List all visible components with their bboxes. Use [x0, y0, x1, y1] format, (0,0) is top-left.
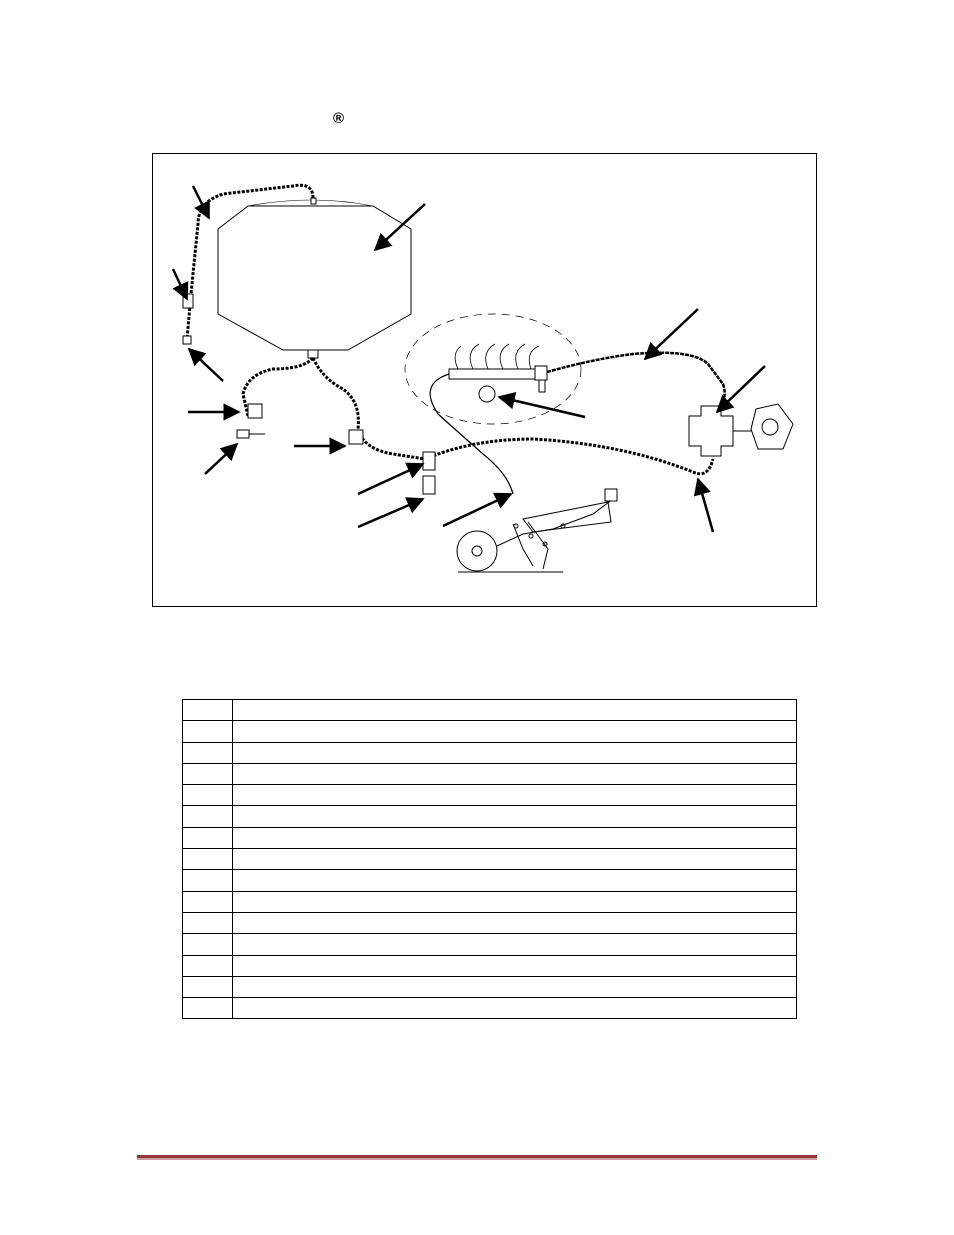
- part-number-cell: [183, 891, 233, 912]
- part-description-cell: [233, 721, 797, 742]
- part-number-cell: [183, 955, 233, 976]
- part-description-cell: [233, 806, 797, 827]
- table-row: [183, 870, 797, 891]
- part-number-cell: [183, 976, 233, 997]
- pump-assembly: [689, 404, 793, 456]
- part-number-cell: [183, 806, 233, 827]
- table-row: [183, 998, 797, 1019]
- table-row: [183, 976, 797, 997]
- table-row: [183, 806, 797, 827]
- part-description-cell: [233, 849, 797, 870]
- part-number-cell: [183, 934, 233, 955]
- part-number-cell: [183, 870, 233, 891]
- registered-trademark-mark: ®: [333, 110, 345, 127]
- part-description-cell: [233, 742, 797, 763]
- part-description-cell: [233, 912, 797, 933]
- part-number-cell: [183, 721, 233, 742]
- part-number-cell: [183, 827, 233, 848]
- pump-line: [547, 353, 725, 409]
- table-row: [183, 827, 797, 848]
- part-description-cell: [233, 934, 797, 955]
- table-row: [183, 700, 797, 721]
- part-number-cell: [183, 849, 233, 870]
- planter-row-unit: [457, 489, 617, 572]
- footer-rule: [137, 1155, 817, 1160]
- fittings: [237, 404, 435, 494]
- part-number-cell: [183, 998, 233, 1019]
- system-diagram-frame: [152, 153, 817, 607]
- part-description-cell: [233, 955, 797, 976]
- part-number-cell: [183, 785, 233, 806]
- part-description-cell: [233, 700, 797, 721]
- part-number-cell: [183, 763, 233, 784]
- part-description-cell: [233, 785, 797, 806]
- part-description-cell: [233, 870, 797, 891]
- plumbing-system-diagram: [153, 154, 818, 608]
- table-row: [183, 721, 797, 742]
- table-row: [183, 912, 797, 933]
- part-number-cell: [183, 742, 233, 763]
- part-description-cell: [233, 827, 797, 848]
- part-description-cell: [233, 891, 797, 912]
- parts-list-table: [182, 699, 797, 1019]
- table-row: [183, 934, 797, 955]
- part-description-cell: [233, 763, 797, 784]
- part-number-cell: [183, 912, 233, 933]
- table-row: [183, 785, 797, 806]
- tank: [218, 198, 411, 358]
- part-number-cell: [183, 700, 233, 721]
- table-row: [183, 742, 797, 763]
- table-row: [183, 955, 797, 976]
- part-description-cell: [233, 998, 797, 1019]
- table-row: [183, 849, 797, 870]
- table-row: [183, 891, 797, 912]
- part-description-cell: [233, 976, 797, 997]
- table-row: [183, 763, 797, 784]
